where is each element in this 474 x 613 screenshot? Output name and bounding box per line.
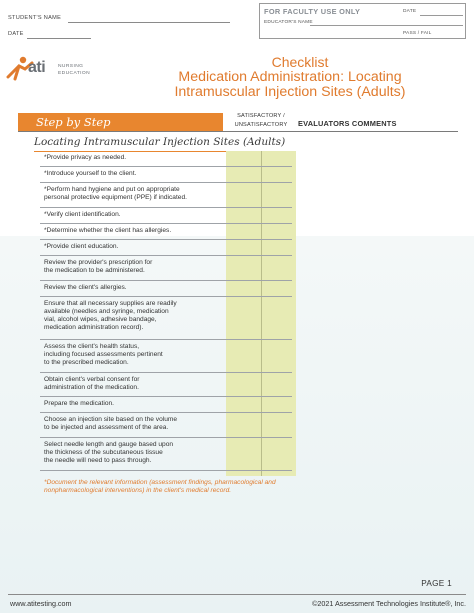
step-text-line: Select needle length and gauge based upon — [44, 441, 174, 448]
step-text — [44, 259, 224, 275]
checklist-row — [40, 438, 292, 471]
checklist-row — [40, 151, 292, 167]
faculty-date-field[interactable] — [420, 15, 463, 16]
step-text-line: Prepare the medication. — [44, 400, 115, 407]
footer-divider — [8, 594, 466, 595]
step-text-line: administration of the medication. — [44, 384, 139, 391]
step-text-line: medication administration record). — [44, 324, 144, 331]
sat-header-line1: SATISFACTORY / — [237, 113, 285, 119]
doc-title-line3: Intramuscular Injection Sites (Adults) — [174, 84, 406, 100]
sat-header-line2: UNSATISFACTORY — [234, 122, 288, 128]
checklist-row — [40, 373, 292, 397]
step-text-line: *Provide client education. — [44, 243, 119, 250]
footnote-line2: nonpharmacological interventions) in the client's medical record. — [44, 487, 232, 495]
step-text-line: the needle will need to pass through. — [44, 457, 152, 464]
step-text-line: Review the client's allergies. — [44, 284, 127, 291]
faculty-box-title: FOR FACULTY USE ONLY — [264, 7, 361, 16]
row-divider — [40, 470, 292, 471]
checklist-row — [40, 256, 292, 281]
sat-unsat-header — [226, 112, 296, 130]
logo-line2: EDUCATION — [58, 71, 91, 76]
page-number: PAGE 1 — [421, 579, 452, 588]
step-text — [44, 416, 224, 432]
checklist-row — [40, 340, 292, 373]
documentation-footnote — [44, 479, 334, 496]
step-text-line: *Perform hand hygiene and put on appropriate — [44, 186, 180, 193]
checklist-row — [40, 281, 292, 297]
step-text — [44, 211, 224, 219]
step-text-line: to the prescribed medication. — [44, 359, 129, 366]
checklist-row — [40, 224, 292, 240]
step-text-line: vial, alcohol wipes, adhesive bandage, — [44, 316, 157, 323]
step-text — [44, 170, 224, 178]
step-text-line: Obtain client's verbal consent for — [44, 376, 140, 383]
doc-title-line1: Checklist — [271, 54, 329, 70]
step-text-line: Choose an injection site based on the volume — [44, 416, 178, 423]
step-text-line: the thickness of the subcutaneous tissue — [44, 449, 163, 456]
checklist-row — [40, 240, 292, 256]
step-text-line: *Determine whether the client has allergies. — [44, 227, 172, 234]
step-text-line: available (needles and syringe, medication — [44, 308, 169, 315]
step-text — [44, 154, 224, 162]
step-text — [44, 186, 224, 202]
faculty-date-label: DATE — [403, 9, 417, 14]
step-text-line: *Provide privacy as needed. — [44, 154, 127, 161]
ati-logo — [6, 55, 106, 85]
pass-fail-label: PASS / FAIL — [403, 31, 432, 36]
step-text-line: Review the provider's prescription for — [44, 259, 153, 266]
step-text — [44, 441, 224, 465]
step-text-line: personal protective equipment (PPE) if indicated. — [44, 194, 187, 201]
date-field[interactable] — [27, 38, 91, 39]
step-by-step-label: Step by Step — [36, 115, 111, 129]
logo-line1: NURSING — [58, 64, 84, 69]
step-text — [44, 284, 224, 292]
header-divider — [18, 131, 458, 132]
footer-copyright: ©2021 Assessment Technologies Institute®, Inc. — [312, 599, 466, 608]
checklist-row — [40, 167, 292, 183]
footer-website[interactable]: www.atitesting.com — [10, 599, 72, 608]
step-text — [44, 227, 224, 235]
doc-title-line2: Medication Administration: Locating — [178, 69, 402, 85]
logo-brand: ati — [28, 59, 46, 76]
checklist-row — [40, 413, 292, 438]
educator-name-label: EDUCATOR'S NAME — [264, 20, 313, 25]
step-text-line: *Verify client identification. — [44, 211, 121, 218]
step-by-step-bar — [18, 113, 223, 131]
step-text — [44, 300, 224, 332]
step-text — [44, 243, 224, 251]
step-text — [44, 376, 224, 392]
faculty-use-box — [259, 3, 466, 39]
checklist-row — [40, 397, 292, 413]
evaluators-comments-header: EVALUATORS COMMENTS — [298, 119, 397, 128]
student-name-label: STUDENT'S NAME — [8, 15, 62, 21]
step-text-line: to be injected and assessment of the area. — [44, 424, 169, 431]
step-text-line: the medication to be administered. — [44, 267, 145, 274]
educator-name-field[interactable] — [310, 25, 463, 26]
checklist-row — [40, 208, 292, 224]
checklist-row — [40, 183, 292, 208]
section-title: Locating Intramuscular Injection Sites (Adults) — [34, 136, 286, 148]
checklist-row — [40, 297, 292, 340]
student-name-field[interactable] — [68, 22, 230, 23]
date-label: DATE — [8, 31, 24, 37]
step-text — [44, 400, 224, 408]
step-text-line: Ensure that all necessary supplies are readily — [44, 300, 177, 307]
step-text-line: *Introduce yourself to the client. — [44, 170, 137, 177]
step-text-line: Assess the client's health status, — [44, 343, 140, 350]
footnote-line1: *Document the relevant information (assessment findings, pharmacological and — [44, 479, 276, 486]
step-text-line: including focused assessments pertinent — [44, 351, 163, 358]
step-text — [44, 343, 224, 367]
